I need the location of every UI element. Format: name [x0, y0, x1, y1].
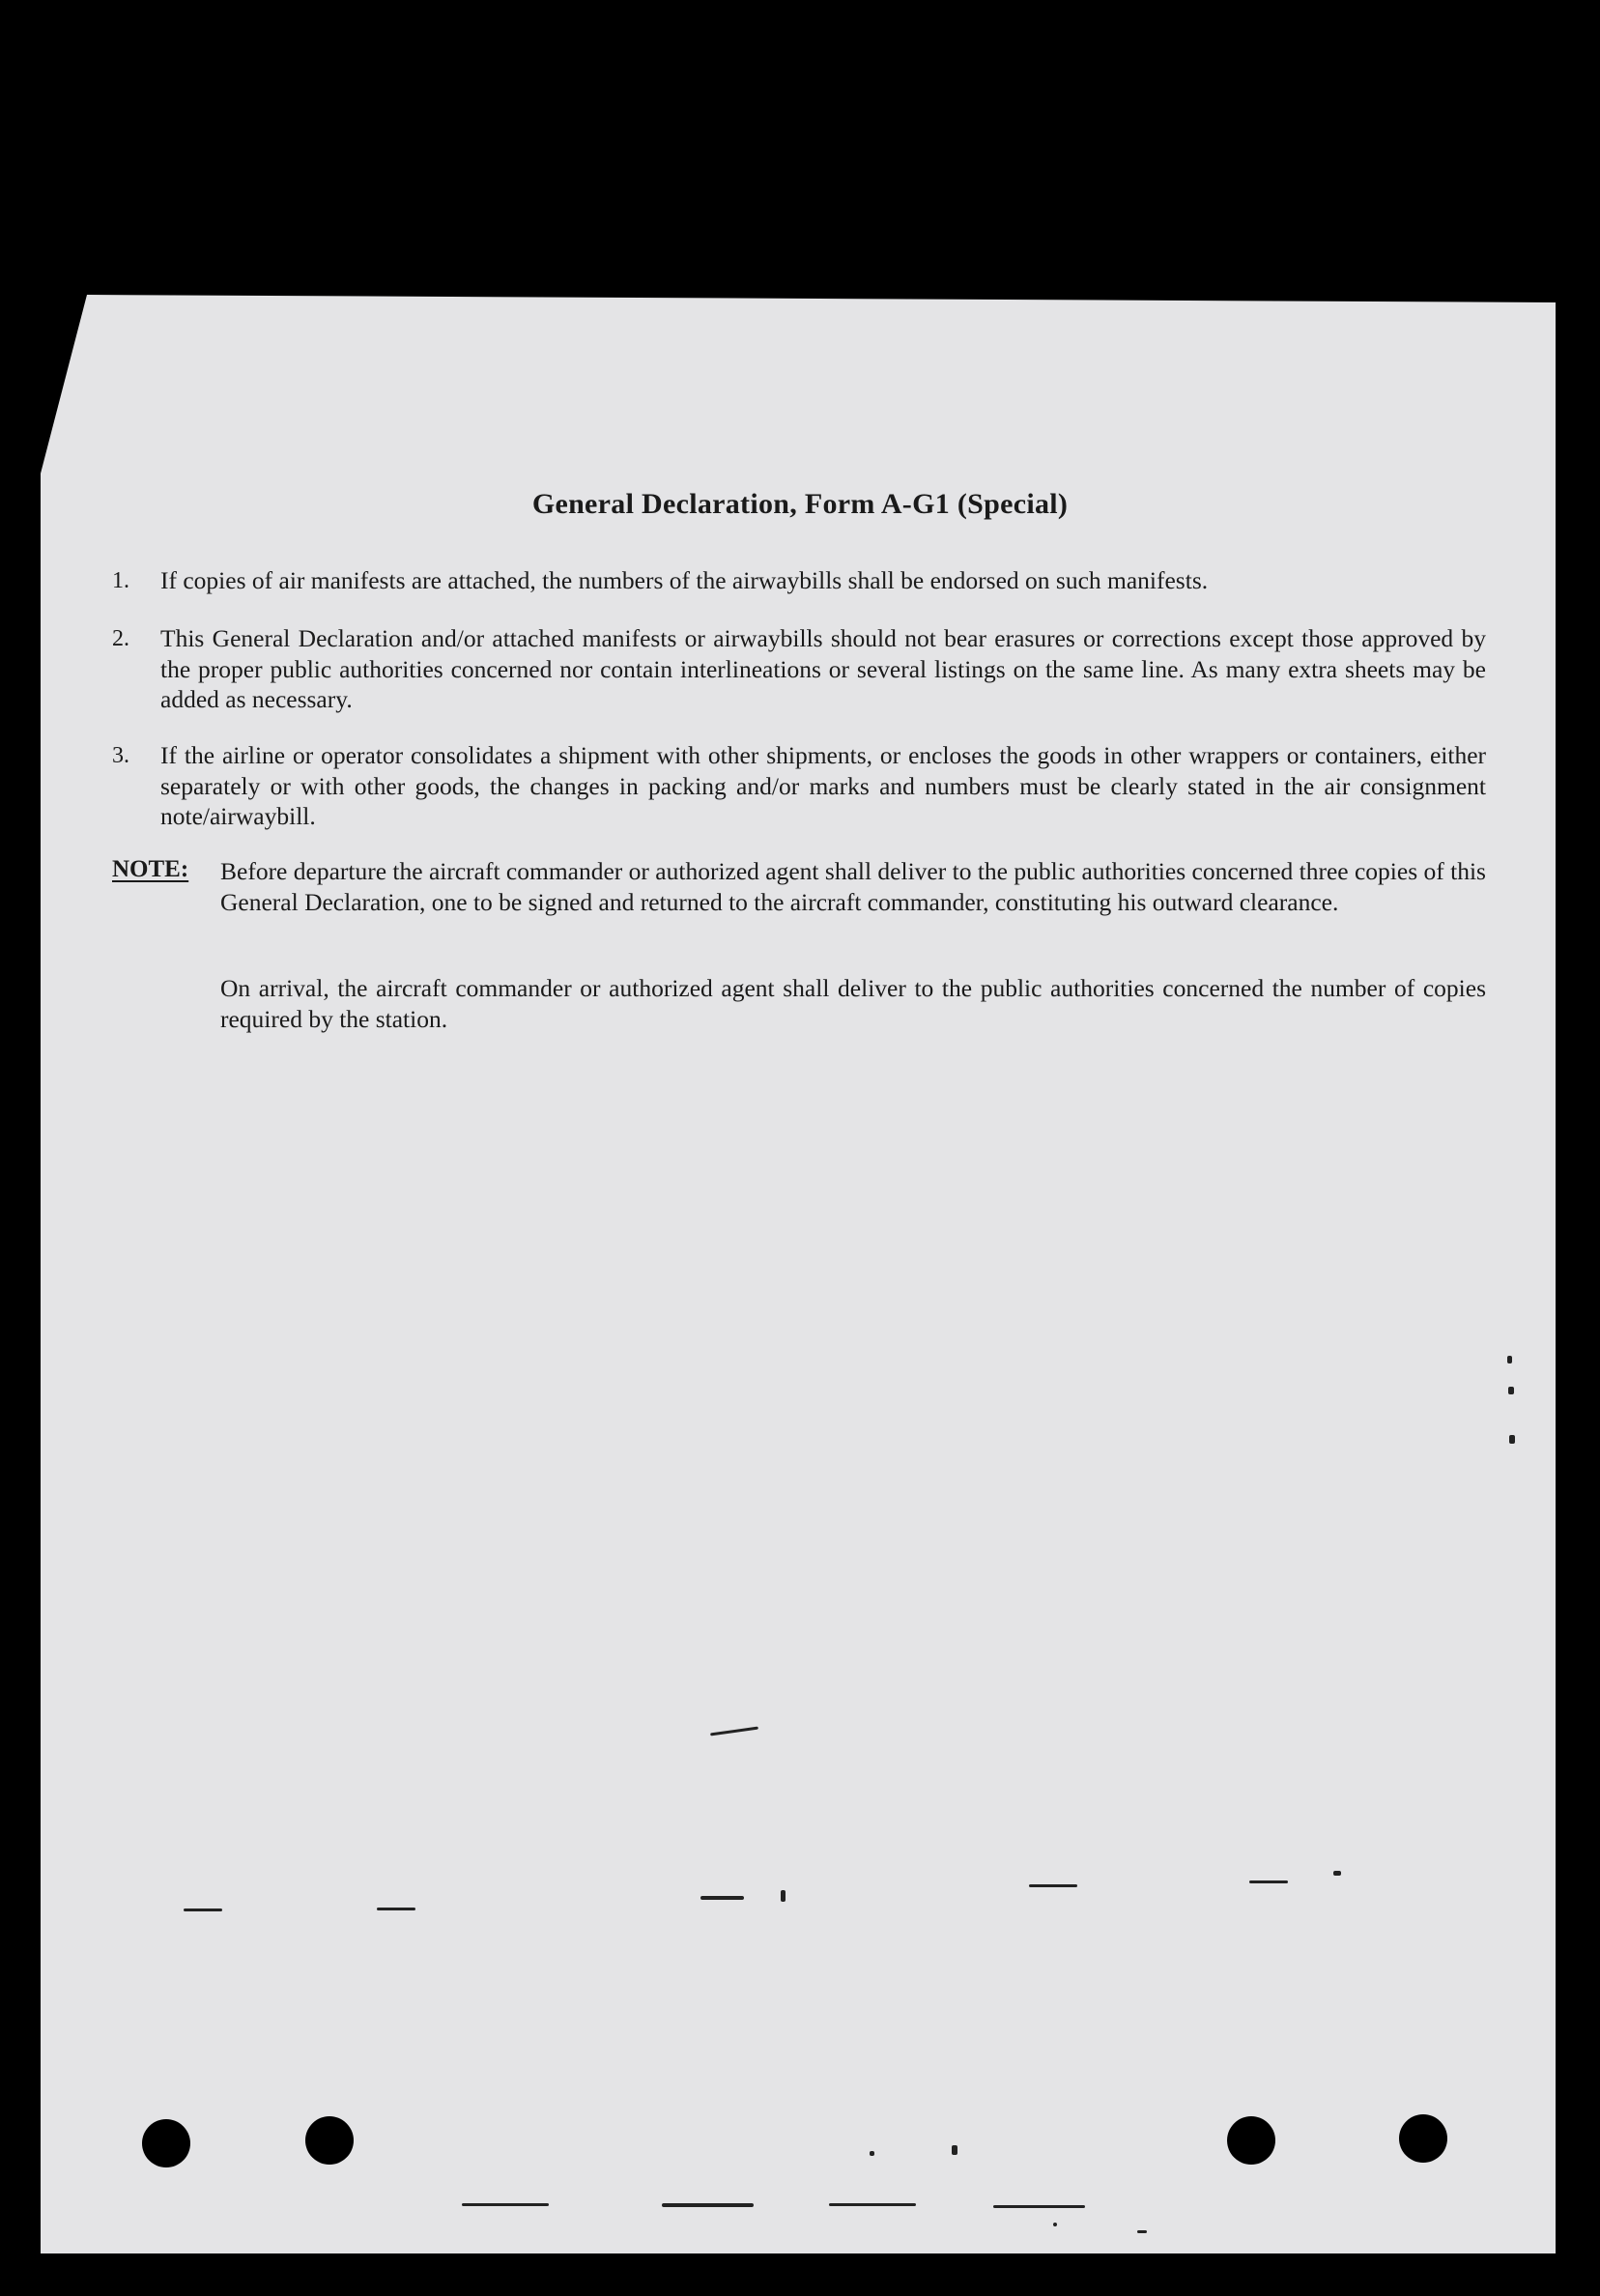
- punch-hole: [305, 2116, 354, 2165]
- scan-speck: [1509, 1435, 1515, 1444]
- scan-speck: [377, 1908, 415, 1910]
- punch-hole: [1399, 2114, 1447, 2163]
- scan-speck: [1249, 1880, 1288, 1883]
- document-title: General Declaration, Form A-G1 (Special): [531, 488, 1069, 520]
- scan-speck: [870, 2151, 874, 2156]
- item-text: This General Declaration and/or attached manifests or airwaybills should not bear erasures or corrections except those approved by the proper public authorities concerned nor contain interlineations or several listings on the same line. As many extra sheets may be added as necessary.: [160, 624, 1486, 713]
- scan-speck: [1507, 1356, 1512, 1363]
- scan-speck: [184, 1909, 222, 1911]
- scan-speck: [662, 2203, 754, 2207]
- item-number: 3.: [112, 743, 129, 768]
- scan-speck: [1508, 1387, 1514, 1394]
- scan-speck: [952, 2145, 957, 2155]
- scan-speck: [829, 2203, 916, 2206]
- scan-speck: [1333, 1871, 1341, 1876]
- scan-speck: [1029, 1884, 1077, 1887]
- item-text: If copies of air manifests are attached, the numbers of the airwaybills shall be endorsed on such manifests.: [160, 566, 1209, 594]
- punch-hole: [142, 2119, 190, 2167]
- note-paragraph: Before departure the aircraft commander or authorized agent shall deliver to the public authorities concerned three copies of this General Declaration, one to be signed and returned to the aircraft commander, constituting his outward clearance.: [220, 857, 1486, 916]
- scan-speck: [781, 1890, 786, 1902]
- item-text: If the airline or operator consolidates a shipment with other shipments, or encloses the goods in other wrappers or containers, either separately or with other goods, the changes in packing and/or marks and numbers must be clearly stated in the air consignment note/airwaybill.: [160, 741, 1486, 830]
- scan-speck: [993, 2205, 1085, 2208]
- scan-speck: [700, 1896, 744, 1900]
- note-label: NOTE:: [112, 856, 189, 882]
- item-number: 2.: [112, 626, 129, 651]
- note-paragraph: On arrival, the aircraft commander or authorized agent shall deliver to the public authorities concerned the number of copies required by the station.: [220, 974, 1486, 1033]
- punch-hole: [1227, 2116, 1275, 2165]
- item-number: 1.: [112, 568, 129, 593]
- scan-speck: [1053, 2223, 1057, 2226]
- scan-speck: [1137, 2230, 1147, 2233]
- scan-speck: [462, 2203, 549, 2206]
